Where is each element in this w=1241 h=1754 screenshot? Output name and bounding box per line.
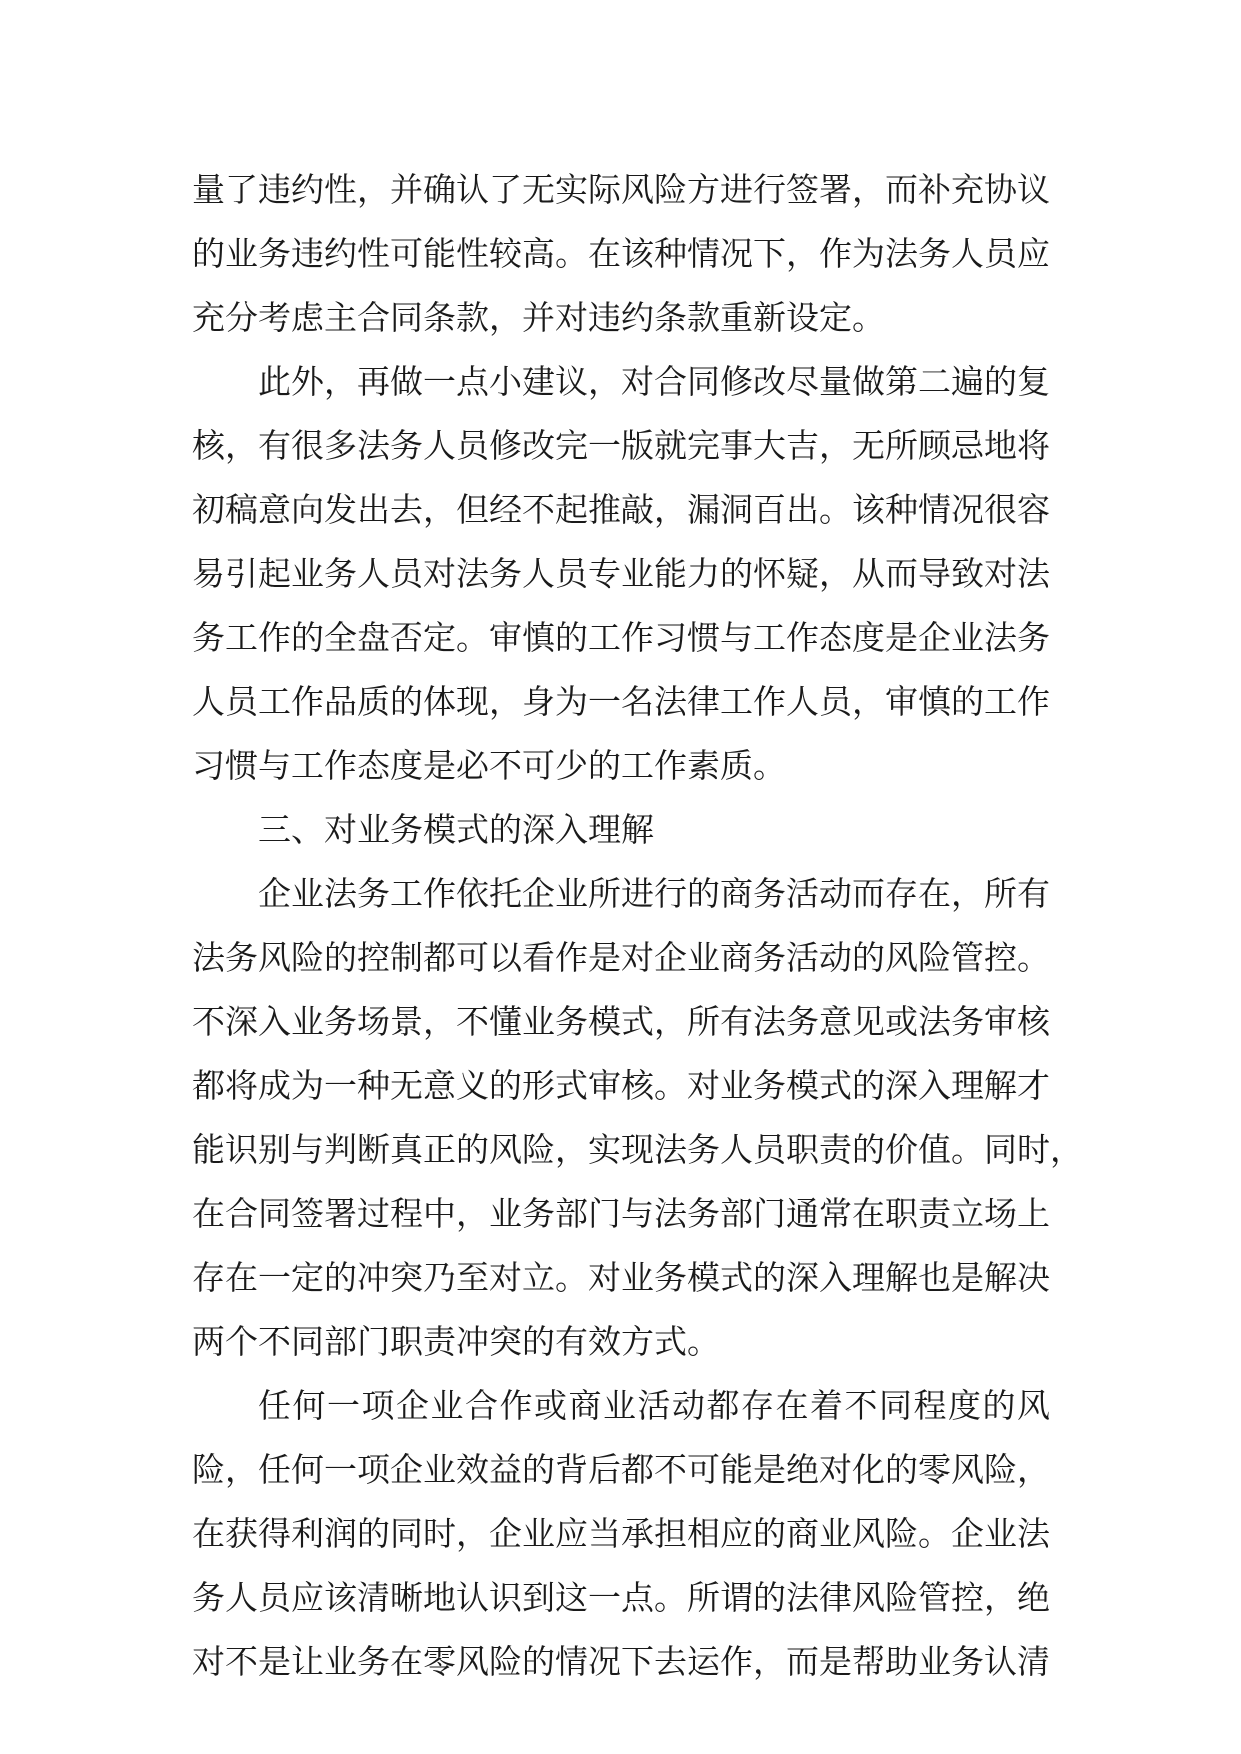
text-line: 务工作的全盘否定。审慎的工作习惯与工作态度是企业法务 — [192, 618, 1050, 657]
text-line: 量了违约性，并确认了无实际风险方进行签署，而补充协议 — [192, 170, 1050, 209]
text-line: 能识别与判断真正的风险，实现法务人员职责的价值。同时， — [192, 1130, 1083, 1169]
text-line: 务人员应该清晰地认识到这一点。所谓的法律风险管控，绝 — [192, 1578, 1050, 1617]
text-line: 法务风险的控制都可以看作是对企业商务活动的风险管控。 — [192, 938, 1050, 977]
text-line: 习惯与工作态度是必不可少的工作素质。 — [192, 746, 786, 785]
text-line: 充分考虑主合同条款，并对违约条款重新设定。 — [192, 298, 885, 337]
text-line: 任何一项企业合作或商业活动都存在着不同程度的风 — [258, 1386, 1050, 1425]
text-line: 企业法务工作依托企业所进行的商务活动而存在，所有 — [258, 874, 1050, 913]
text-line: 存在一定的冲突乃至对立。对业务模式的深入理解也是解决 — [192, 1258, 1050, 1297]
text-line: 此外，再做一点小建议，对合同修改尽量做第二遍的复 — [258, 362, 1050, 401]
text-line: 人员工作品质的体现，身为一名法律工作人员，审慎的工作 — [192, 682, 1050, 721]
text-line: 核，有很多法务人员修改完一版就完事大吉，无所顾忌地将 — [192, 426, 1050, 465]
text-line: 在合同签署过程中，业务部门与法务部门通常在职责立场上 — [192, 1194, 1050, 1233]
text-line: 险，任何一项企业效益的背后都不可能是绝对化的零风险， — [192, 1450, 1050, 1489]
text-line: 初稿意向发出去，但经不起推敲，漏洞百出。该种情况很容 — [192, 490, 1050, 529]
text-line: 两个不同部门职责冲突的有效方式。 — [192, 1322, 720, 1361]
text-line: 都将成为一种无意义的形式审核。对业务模式的深入理解才 — [192, 1066, 1050, 1105]
text-line: 对不是让业务在零风险的情况下去运作，而是帮助业务认清 — [192, 1642, 1050, 1681]
document-body — [192, 158, 1083, 1694]
text-line: 三、对业务模式的深入理解 — [258, 810, 654, 849]
text-line: 在获得利润的同时，企业应当承担相应的商业风险。企业法 — [192, 1514, 1050, 1553]
text-line: 的业务违约性可能性较高。在该种情况下，作为法务人员应 — [192, 234, 1050, 273]
text-line: 易引起业务人员对法务人员专业能力的怀疑，从而导致对法 — [192, 554, 1050, 593]
text-line: 不深入业务场景，不懂业务模式，所有法务意见或法务审核 — [192, 1002, 1050, 1041]
